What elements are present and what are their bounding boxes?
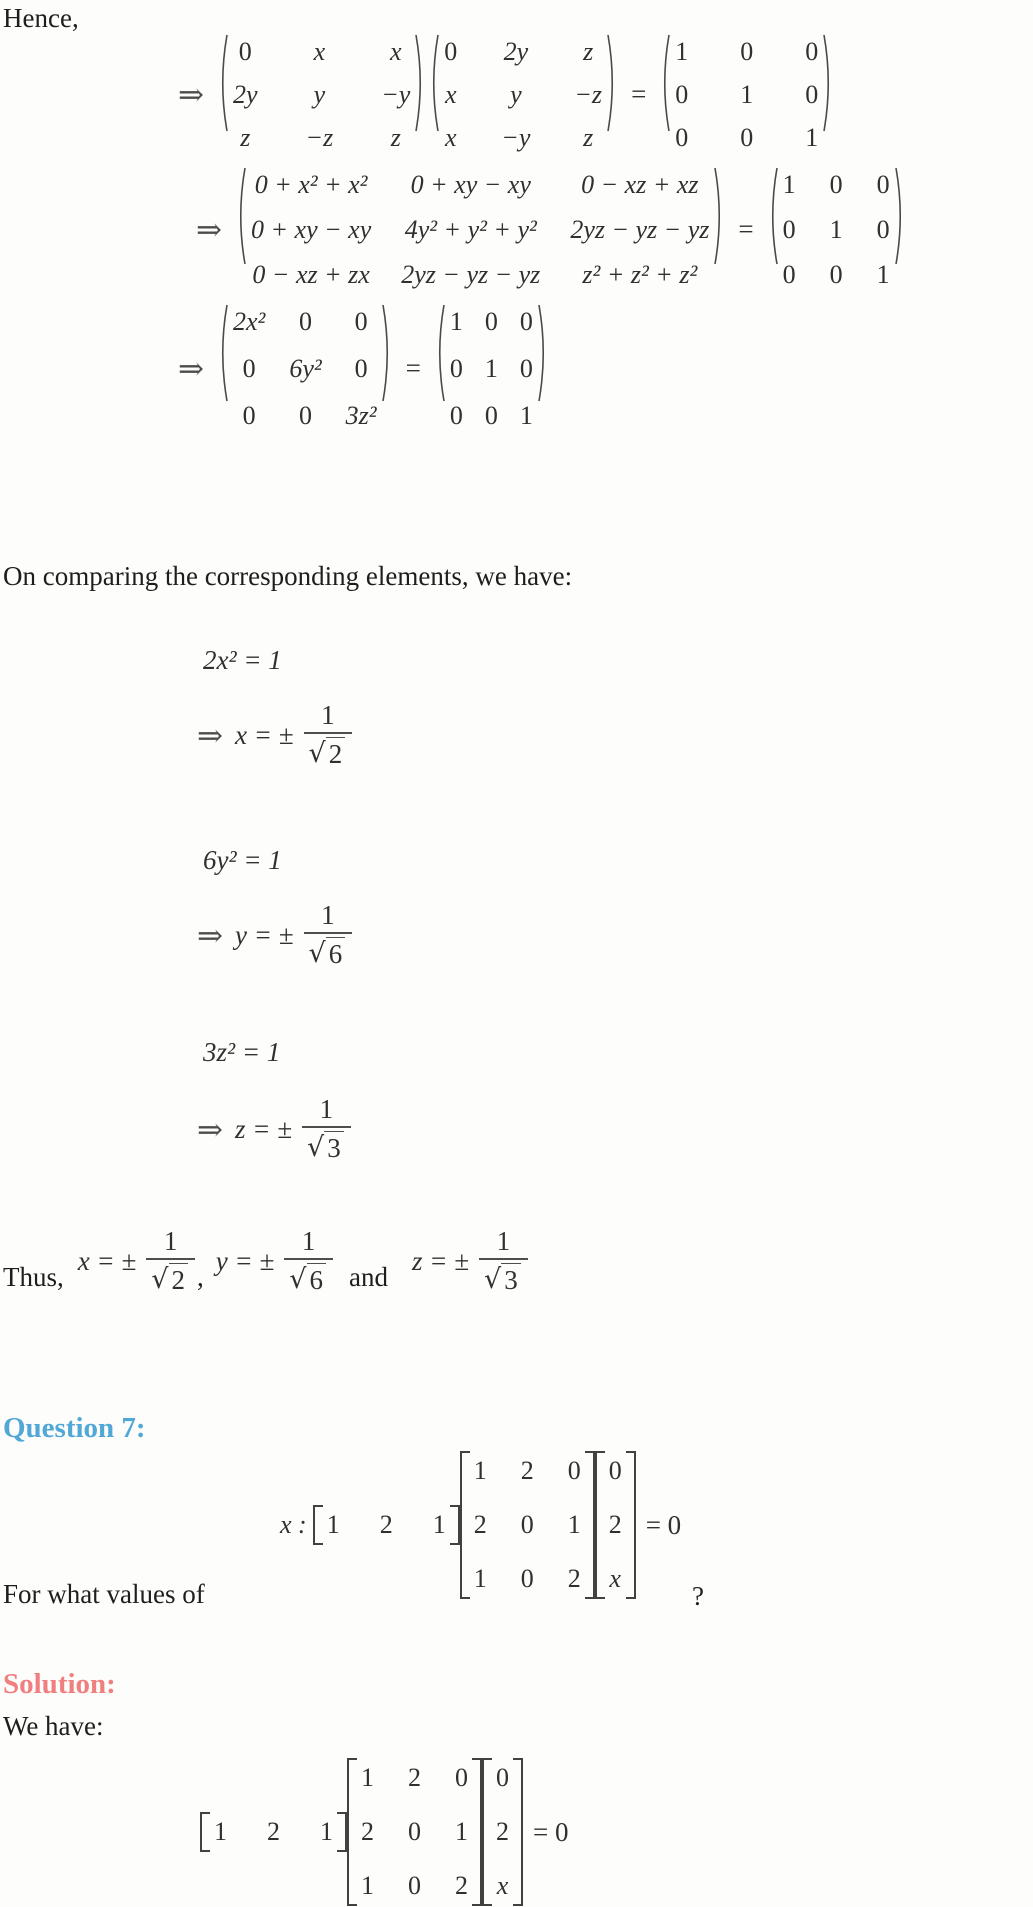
matrix-cell: 0 [484, 307, 498, 336]
matrix-cell: 0 [876, 170, 890, 199]
matrix-cell: 0 [740, 37, 754, 66]
matrix-cell: x [445, 123, 457, 152]
right-bracket-icon [626, 1451, 636, 1599]
matrix-cell: 2y [503, 37, 529, 66]
matrix-cell: 0 − xz + xz [581, 170, 699, 199]
matrix-cell: 0 [876, 215, 890, 244]
matrix-b [427, 30, 619, 159]
matrix-cell: 1 [361, 1763, 374, 1792]
fraction-numerator: 1 [319, 1094, 334, 1124]
x-colon-label: x : [280, 1510, 307, 1539]
column-vector [482, 1757, 523, 1907]
vector-cells [609, 1454, 622, 1596]
right-paren-icon [414, 33, 426, 133]
implies-arrow: ⇒ [178, 350, 204, 387]
matrix-cells [444, 36, 602, 153]
left-bracket-icon [313, 1505, 323, 1545]
thus-line [3, 1226, 528, 1297]
vector-cell: 2 [608, 1510, 622, 1539]
comparison-lead: x = ± [234, 720, 294, 750]
right-paren-icon [822, 33, 834, 133]
equation-1 [178, 30, 835, 159]
matrix-cell: 0 [805, 80, 819, 109]
fraction-numerator: 1 [321, 700, 335, 730]
matrix-cell: 0 [829, 260, 843, 289]
left-bracket-icon [482, 1758, 492, 1906]
equals-zero: = 0 [533, 1816, 569, 1847]
matrix-cell: 2yz − yz − yz [570, 215, 710, 244]
matrix-cell: 4y² + y² + y² [404, 215, 537, 244]
comparison-2-given: 6y² = 1 [203, 845, 282, 875]
comparison-2-result [197, 900, 352, 971]
matrix-cell: 0 [675, 80, 689, 109]
vector-cell: 1 [320, 1817, 333, 1846]
radicand: 6 [307, 1263, 327, 1296]
matrix-cell: 0 [484, 401, 498, 430]
vector-cell: 1 [214, 1817, 227, 1846]
fraction-denominator [304, 732, 353, 771]
matrix-cells [450, 306, 533, 431]
matrix-cell: 0 [354, 354, 368, 383]
matrix-cell: 0 [299, 307, 312, 336]
matrix-cell: 1 [473, 1564, 487, 1593]
matrix-cells [251, 169, 709, 290]
matrix-cells [233, 36, 410, 153]
implies-arrow: ⇒ [196, 211, 222, 248]
equals-sign: = [631, 79, 647, 109]
comma-separator: , [197, 1262, 204, 1292]
equals-sign: = [405, 353, 421, 383]
thus-z [412, 1226, 528, 1297]
vector-cell: x [496, 1871, 509, 1900]
matrix-cell: 2 [520, 1456, 534, 1485]
matrix-cell: 0 [354, 307, 368, 336]
vector-cells [214, 1815, 333, 1849]
left-paren-icon [659, 33, 671, 133]
fraction-denominator [302, 1126, 351, 1165]
diagonal-matrix [216, 300, 394, 437]
expanded-matrix [234, 163, 726, 296]
fraction-denominator [304, 932, 353, 971]
matrix-cell: 0 [242, 354, 256, 383]
matrix-cell: x [389, 37, 402, 66]
vector-cell: 0 [496, 1763, 509, 1792]
vector-cells [496, 1761, 509, 1903]
matrix-cell: 1 [829, 215, 843, 244]
implies-arrow: ⇒ [197, 1111, 223, 1148]
matrix-cell: 1 [876, 260, 890, 289]
fraction-denominator [146, 1258, 195, 1297]
matrix-cell: 0 [782, 215, 796, 244]
fraction-numerator: 1 [496, 1226, 511, 1256]
matrix-cell: 0 [455, 1763, 468, 1792]
right-bracket-icon [472, 1758, 482, 1906]
coefficient-matrix [460, 1450, 595, 1600]
matrix-cell: z [583, 123, 594, 152]
right-paren-icon [606, 33, 618, 133]
matrix-cell: 2 [567, 1564, 581, 1593]
matrix-cell: z [390, 123, 401, 152]
radical-sign: √ [484, 1264, 502, 1295]
matrix-cells [783, 169, 890, 290]
matrix-cell: 1 [449, 307, 463, 336]
identity-matrix [433, 300, 550, 437]
fraction-numerator: 1 [321, 900, 335, 930]
left-bracket-icon [200, 1812, 210, 1852]
solution-heading: Solution: [3, 1668, 116, 1700]
column-vector [595, 1450, 636, 1600]
left-bracket-icon [595, 1451, 605, 1599]
matrix-cell: 0 [449, 354, 463, 383]
matrix-cell: 0 [567, 1456, 581, 1485]
radical-sign: √ [307, 1132, 325, 1163]
matrix-cell: 1 [740, 80, 754, 109]
matrix-cell: 2 [408, 1763, 421, 1792]
matrix-cells [361, 1761, 468, 1903]
right-paren-icon [381, 303, 393, 403]
fraction-numerator: 1 [301, 1226, 316, 1256]
matrix-cell: 0 [242, 401, 256, 430]
matrix-cell: 0 [238, 37, 252, 66]
radical-sign: √ [308, 738, 326, 769]
comparison-1-given: 2x² = 1 [203, 645, 282, 675]
and-word: and [349, 1262, 388, 1292]
matrix-cell: 1 [519, 401, 533, 430]
radical-sign: √ [151, 1264, 169, 1295]
vector-cell: 2 [267, 1817, 280, 1846]
thus-y-lead: y = ± [215, 1246, 275, 1276]
matrix-cell: 1 [782, 170, 796, 199]
matrix-cell: −z [574, 80, 603, 109]
thus-z-lead: z = ± [411, 1246, 470, 1276]
matrix-cell: −z [305, 123, 334, 152]
left-paren-icon [434, 303, 446, 403]
vector-cell: x [609, 1564, 621, 1593]
matrix-cell: x [313, 37, 326, 66]
right-bracket-icon [513, 1758, 523, 1906]
row-vector [313, 1504, 460, 1546]
right-paren-icon [894, 166, 906, 266]
radicand: 3 [501, 1263, 521, 1296]
radical-sign: √ [308, 938, 326, 969]
row-vector [200, 1811, 347, 1853]
matrix-cells [474, 1454, 581, 1596]
radicand: 2 [169, 1263, 189, 1296]
left-bracket-icon [347, 1758, 357, 1906]
matrix-cell: z [583, 37, 594, 66]
question-lead-text: For what values of [3, 1579, 205, 1609]
left-paren-icon [428, 33, 440, 133]
matrix-cell: 0 [782, 260, 796, 289]
radical-sign: √ [289, 1264, 307, 1295]
fraction [304, 900, 353, 971]
comparison-lead: z = ± [234, 1114, 293, 1144]
coefficient-matrix [347, 1757, 482, 1907]
thus-x [78, 1226, 195, 1297]
left-bracket-icon [460, 1451, 470, 1599]
matrix-cell: x [445, 80, 457, 109]
matrix-cells [233, 306, 377, 431]
matrix-cell: 0 [299, 401, 312, 430]
identity-matrix [658, 30, 835, 159]
fraction [146, 1226, 195, 1297]
matrix-cell: 2x² [232, 307, 266, 336]
matrix-cell: 0 [444, 37, 458, 66]
radicand: 6 [326, 937, 346, 970]
left-paren-icon [217, 33, 229, 133]
vector-cell: 1 [432, 1510, 446, 1539]
thus-x-lead: x = ± [77, 1246, 137, 1276]
thus-y [216, 1226, 333, 1297]
matrix-cell: 1 [455, 1817, 468, 1846]
matrix-cell: 0 [408, 1871, 421, 1900]
radicand: 2 [326, 737, 346, 770]
matrix-cell: 1 [473, 1456, 487, 1485]
implies-arrow: ⇒ [197, 717, 223, 754]
fraction-denominator [479, 1258, 528, 1297]
matrix-cell: y [510, 80, 522, 109]
solution-equation [200, 1757, 568, 1907]
matrix-cell: 0 + xy − xy [410, 170, 531, 199]
left-paren-icon [767, 166, 779, 266]
matrix-cell: y [313, 80, 326, 109]
comparing-text: On comparing the corresponding elements, we have: [3, 561, 573, 591]
left-paren-icon [235, 166, 247, 266]
comparison-3-result [197, 1094, 351, 1165]
matrix-cell: 0 [829, 170, 843, 199]
matrix-cell: 1 [675, 37, 689, 66]
matrix-cell: 0 [519, 354, 533, 383]
matrix-cell: 0 [520, 1510, 534, 1539]
implies-arrow: ⇒ [197, 917, 223, 954]
fraction [304, 700, 353, 771]
comparison-3-given: 3z² = 1 [203, 1037, 281, 1067]
equation-2 [196, 163, 907, 296]
comparison-1-result [197, 700, 352, 771]
identity-matrix [766, 163, 907, 296]
vector-cell: 2 [379, 1510, 393, 1539]
matrix-cell: −y [501, 123, 531, 152]
right-bracket-icon [450, 1505, 460, 1545]
hence-text: Hence, [3, 3, 79, 33]
question-heading: Question 7: [3, 1412, 146, 1444]
matrix-cell: 1 [567, 1510, 581, 1539]
matrix-cell: z [240, 123, 251, 152]
matrix-cell: 0 [408, 1817, 421, 1846]
question-equation [280, 1450, 681, 1600]
matrix-cell: 0 − xz + zx [252, 260, 370, 289]
matrix-cell: 0 [449, 401, 463, 430]
implies-arrow: ⇒ [178, 76, 204, 113]
matrix-cell: 3z² [345, 401, 377, 430]
left-paren-icon [217, 303, 229, 403]
vector-cell: 2 [496, 1817, 509, 1846]
matrix-cell: 0 [675, 123, 689, 152]
question-mark: ? [692, 1581, 704, 1611]
fraction [284, 1226, 333, 1297]
matrix-cell: 0 + x² + x² [254, 170, 368, 199]
vector-cell: 0 [608, 1456, 622, 1485]
matrix-cells [675, 36, 818, 153]
matrix-cell: 1 [361, 1871, 374, 1900]
vector-cell: 1 [326, 1510, 340, 1539]
matrix-cell: −y [381, 80, 411, 109]
matrix-cell: z² + z² + z² [582, 260, 698, 289]
right-paren-icon [713, 166, 725, 266]
right-paren-icon [537, 303, 549, 403]
matrix-cell: 2 [361, 1817, 374, 1846]
right-bracket-icon [585, 1451, 595, 1599]
thus-label: Thus, [3, 1262, 64, 1292]
fraction-numerator: 1 [163, 1226, 178, 1256]
matrix-cell: 0 [740, 123, 754, 152]
equals-sign: = [738, 214, 754, 244]
right-bracket-icon [337, 1812, 347, 1852]
equals-zero: = 0 [645, 1509, 682, 1540]
matrix-cell: 0 [519, 307, 533, 336]
comparison-lead: y = ± [234, 920, 294, 950]
matrix-cell: 2y [232, 80, 258, 109]
matrix-cell: 2 [455, 1871, 468, 1900]
fraction [302, 1094, 351, 1165]
matrix-cell: 1 [484, 354, 498, 383]
we-have-text: We have: [3, 1711, 104, 1741]
matrix-cell: 6y² [289, 354, 322, 383]
matrix-a [216, 30, 427, 159]
fraction-denominator [284, 1258, 333, 1297]
vector-cells [327, 1508, 446, 1542]
matrix-cell: 1 [805, 123, 819, 152]
equation-3 [178, 300, 550, 437]
matrix-cell: 2 [473, 1510, 487, 1539]
matrix-cell: 0 [520, 1564, 534, 1593]
radicand: 3 [324, 1131, 344, 1164]
fraction [479, 1226, 528, 1297]
matrix-cell: 2yz − yz − yz [401, 260, 541, 289]
matrix-cell: 0 + xy − xy [250, 215, 372, 244]
matrix-cell: 0 [805, 37, 819, 66]
